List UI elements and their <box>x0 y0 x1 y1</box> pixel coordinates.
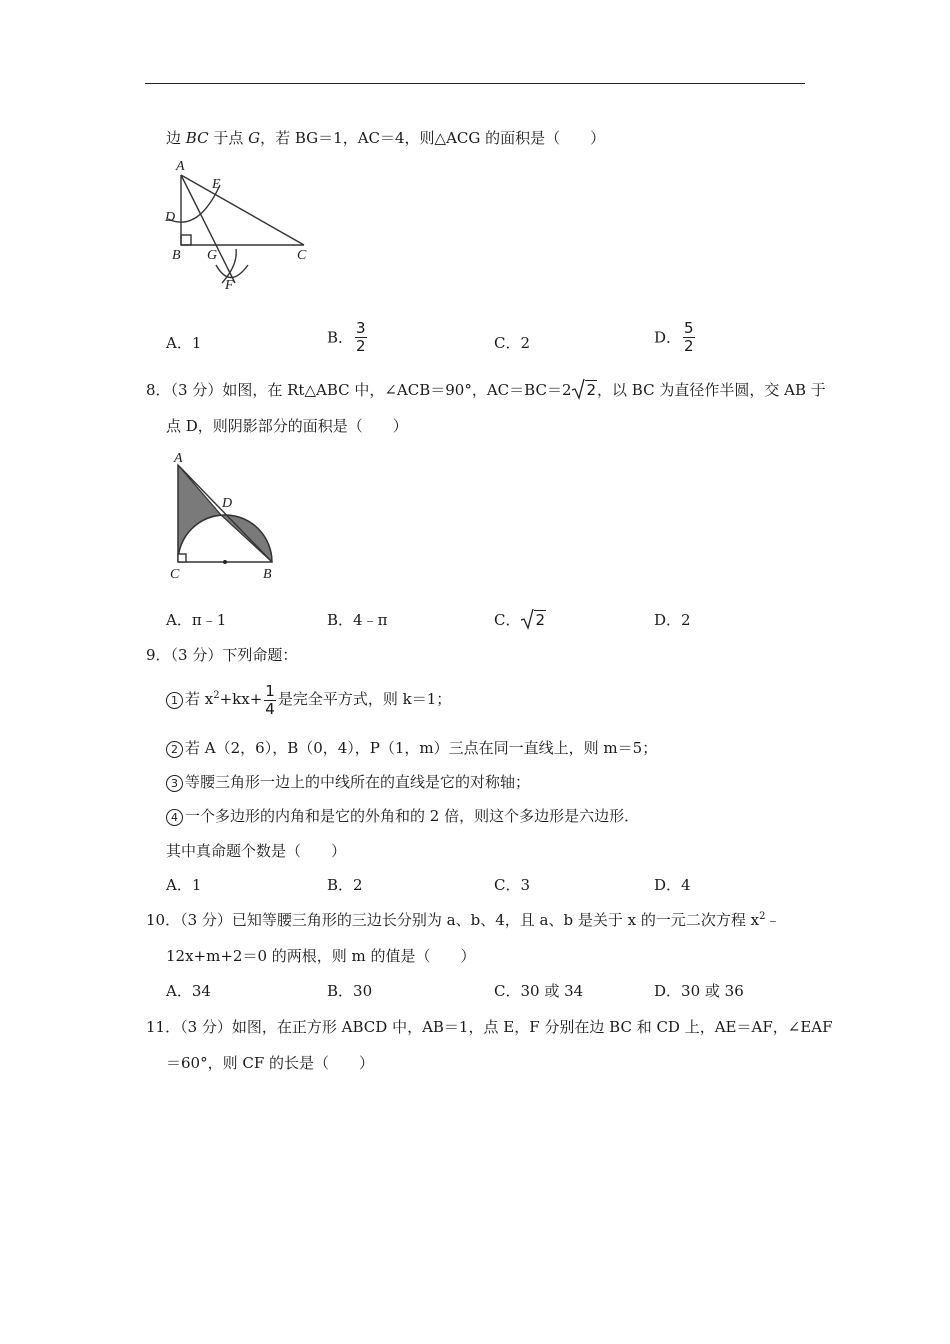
q8-figure <box>165 447 285 585</box>
q9-mark-2: 2 <box>166 741 183 758</box>
q7-label-e: E <box>212 177 221 192</box>
q7-option-b[interactable]: B． $\frac{3}{2}$ <box>327 319 366 355</box>
q9-mark-3: 3 <box>166 775 183 792</box>
q11-stem-line2: ＝60°，则 CF 的长是（ ） <box>166 1054 375 1072</box>
q8-stem-line2: 点 D，则阴影部分的面积是（ ） <box>166 417 408 435</box>
q10-stem-line2: 12x+m+2＝0 的两根，则 m 的值是（ ） <box>166 947 476 965</box>
q7-option-a[interactable]: A．1 <box>166 334 202 352</box>
q7-label-c: C <box>297 248 307 263</box>
q8-option-b[interactable]: B．4﹣π <box>327 611 388 629</box>
q7-label-d: D <box>165 210 176 225</box>
q10-option-b[interactable]: B．30 <box>327 982 373 1000</box>
q10-stem-line1: 10．（3 分）已知等腰三角形的三边长分别为 a、b、4，且 a、b 是关于 x 的一元二次方程 $x^2﹣$ <box>146 911 781 929</box>
q8-label-a: A <box>174 451 183 466</box>
q9-stem: 9．（3 分）下列命题： <box>146 646 298 664</box>
q7-side-ac <box>181 175 304 245</box>
q8-shade-left <box>178 465 221 562</box>
q7-figure <box>160 155 320 293</box>
q7-label-a: A <box>176 159 185 174</box>
q9-proposition-3: 3 等腰三角形一边上的中线所在的直线是它的对称轴； <box>166 772 530 792</box>
q8-label-b: B <box>263 567 272 582</box>
q9-option-d[interactable]: D．4 <box>654 876 691 894</box>
q9-proposition-1: 1 若 $x^2+kx+$ $\frac{1}{4}$ 是完全平方式，则 k＝1； <box>166 680 451 718</box>
q7-option-d[interactable]: D． $\frac{5}{2}$ <box>654 319 694 355</box>
q9-mark-1: 1 <box>166 692 183 709</box>
q7-bisector-af <box>181 175 235 283</box>
q10-option-a[interactable]: A．34 <box>166 982 211 1000</box>
q8-label-c: C <box>170 567 180 582</box>
q10-option-d[interactable]: D．30 或 36 <box>654 982 744 1000</box>
q7-option-c[interactable]: C．2 <box>494 334 531 352</box>
q7-label-f: F <box>225 278 234 293</box>
q10-option-c[interactable]: C．30 或 34 <box>494 982 584 1000</box>
header-rule <box>145 83 805 84</box>
q9-option-c[interactable]: C．3 <box>494 876 531 894</box>
q7-right-angle <box>181 235 191 245</box>
q9-option-b[interactable]: B．2 <box>327 876 363 894</box>
q8-option-a[interactable]: A．π﹣1 <box>166 611 227 629</box>
q7-label-g: G <box>207 248 218 263</box>
q8-label-d: D <box>222 496 233 511</box>
q8-option-c[interactable]: C． 2 <box>494 611 546 629</box>
q11-stem-line1: 11．（3 分）如图，在正方形 ABCD 中，AB＝1，点 E，F 分别在边 BC 和 CD 上，AE＝AF，∠EAF <box>146 1018 833 1036</box>
q7-label-b: B <box>172 248 181 263</box>
q8-center-dot <box>223 560 227 564</box>
q8-stem-line1: 8．（3 分）如图，在 Rt△ABC 中，∠ACB＝90°，AC＝BC＝2 2，以 BC 为直径作半圆，交 AB 于 <box>146 381 826 399</box>
q9-question: 其中真命题个数是（ ） <box>166 842 347 860</box>
q9-proposition-2: 2 若 A（2，6），B（0，4），P（1，m）三点在同一直线上，则 m＝5； <box>166 738 657 758</box>
q7-stem: 边 BC 于点 G，若 BG＝1，AC＝4，则△ACG 的面积是（ ） <box>166 129 606 147</box>
q9-mark-4: 4 <box>166 809 183 826</box>
q9-option-a[interactable]: A．1 <box>166 876 202 894</box>
q8-option-d[interactable]: D．2 <box>654 611 691 629</box>
q9-proposition-4: 4 一个多边形的内角和是它的外角和的 2 倍，则这个多边形是六边形． <box>166 806 639 826</box>
q8-right-angle <box>178 554 186 562</box>
